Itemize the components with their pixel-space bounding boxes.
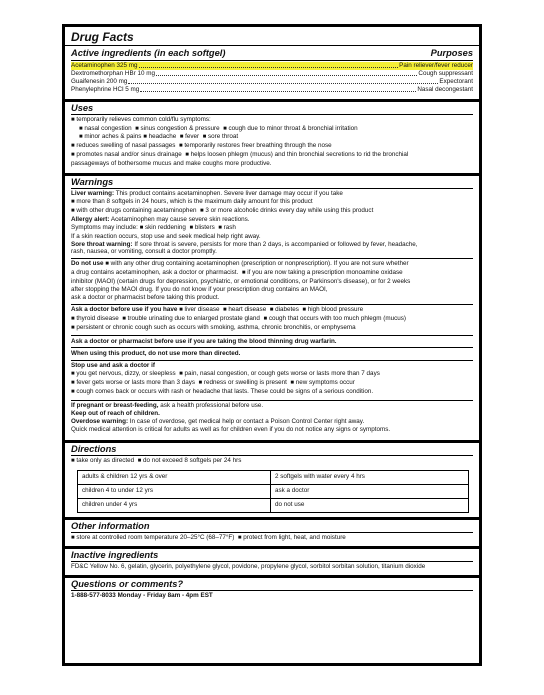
bullet-icon: ■ <box>71 198 75 205</box>
section-divider <box>65 517 479 520</box>
divider <box>71 347 473 348</box>
uses-text: reduces swelling of nasal passages <box>76 142 176 150</box>
section-divider <box>65 99 479 102</box>
uses-line <box>71 142 473 151</box>
table-cell: children under 4 yrs <box>78 498 271 512</box>
uses-text: temporarily relieves common cold/flu symptoms: <box>76 115 211 123</box>
table-row <box>78 484 469 498</box>
bullet-icon: ■ <box>223 306 227 313</box>
active-name: Dextromethorphan HBr 10 mg <box>71 69 155 77</box>
uses-line <box>71 151 473 160</box>
divider <box>71 455 473 456</box>
uses-text: cough due to minor throat & bronchial irritation <box>228 124 358 132</box>
uses-line: passageways of bothersome mucus and make coughs more productive. <box>71 160 272 168</box>
bullet-icon: ■ <box>135 125 139 132</box>
section-divider <box>65 546 479 549</box>
condition: high blood pressure <box>307 305 364 313</box>
drug-facts-panel <box>62 24 482 666</box>
stop-text: pain, nasal congestion, or cough gets worse or lasts more than 7 days <box>184 370 380 378</box>
stop-use <box>71 370 473 379</box>
do-not-use-text: ask a doctor or pharmacist before taking this product. <box>71 293 220 301</box>
sore-throat-warning <box>71 241 473 249</box>
bullet-icon: ■ <box>179 134 184 141</box>
pregnancy-label: If pregnant or breast-feeding, <box>71 402 159 409</box>
divider <box>71 561 473 562</box>
active-row <box>71 62 473 70</box>
do-not-use-text: a drug contains acetaminophen, ask a doctor or pharmacist. <box>71 269 239 277</box>
bullet-icon: ■ <box>71 457 75 464</box>
active-purpose: Nasal decongestant <box>417 85 473 93</box>
condition: persistent or chronic cough such as occurs with smoking, asthma, chronic bronchitis, or emphysema <box>76 323 356 331</box>
section-divider <box>65 440 479 443</box>
bullet-icon: ■ <box>198 380 203 387</box>
uses-line <box>71 116 473 125</box>
bullet-icon: ■ <box>137 457 142 464</box>
other-information <box>71 534 473 543</box>
condition: heart disease <box>228 305 267 313</box>
other-text: store at controlled room temperature 20–25°C (68–77°F) <box>76 533 235 541</box>
do-not-use-text: after stopping the MAOI drug. If you do not know if your prescription drug contains an MAOI, <box>71 286 328 294</box>
leader-dots <box>140 91 416 92</box>
divider <box>71 60 473 61</box>
inactive-ingredients-heading: Inactive ingredients <box>71 550 159 561</box>
warning-text: 3 or more alcoholic drinks every day while using this product <box>205 206 374 214</box>
ask-doctor <box>71 315 473 324</box>
active-purpose: Expectorant <box>439 77 473 85</box>
divider <box>71 335 473 336</box>
divider <box>71 114 473 115</box>
uses-text: helps loosen phlegm (mucus) and thin bronchial secretions to rid the bronchial <box>190 151 409 159</box>
uses-text: minor aches & pains <box>84 133 142 141</box>
bullet-icon: ■ <box>263 315 268 322</box>
bullet-icon: ■ <box>71 152 75 159</box>
other-text: protect from light, heat, and moisture <box>243 533 346 541</box>
ask-doctor <box>71 324 473 333</box>
drug-facts-title: Drug Facts <box>71 30 134 44</box>
symptom: rash <box>223 223 236 231</box>
do-not-use <box>71 260 473 269</box>
bullet-icon: ■ <box>71 371 75 378</box>
bullet-icon: ■ <box>71 389 75 396</box>
divider <box>71 258 473 259</box>
bullet-icon: ■ <box>290 380 294 387</box>
stop-text: new symptoms occur <box>295 379 355 387</box>
uses-text: sinus congestion & pressure <box>140 124 220 132</box>
allergy-text: Acetaminophen may cause severe skin reactions. <box>110 215 250 223</box>
uses-text: promotes nasal and/or sinus drainage <box>76 151 182 159</box>
uses-line <box>71 133 473 142</box>
directions-bullets <box>71 457 473 466</box>
bullet-icon: ■ <box>185 152 189 159</box>
directions-text: do not exceed 8 softgels per 24 hrs <box>143 456 242 464</box>
dosage-table <box>77 470 469 513</box>
divider <box>65 45 479 46</box>
uses-text: headache <box>148 133 177 141</box>
bullet-icon: ■ <box>179 306 183 313</box>
uses-text: sore throat <box>207 133 239 141</box>
do-not-use <box>71 269 473 278</box>
condition: diabetes <box>275 305 299 313</box>
stop-use <box>71 362 473 370</box>
questions-heading: Questions or comments? <box>71 579 184 590</box>
stop-text: you get nervous, dizzy, or sleepless <box>76 370 176 378</box>
bullet-icon: ■ <box>179 371 183 378</box>
quick-attention: Quick medical attention is critical for adults as well as for children even if you do not notice any signs or symptoms. <box>71 425 391 433</box>
stop-use-label: Stop use and ask a doctor if <box>71 362 155 370</box>
condition: cough that occurs with too much phlegm (mucus) <box>268 314 407 322</box>
warning-bullet <box>71 207 473 216</box>
section-divider <box>65 575 479 578</box>
stop-text: cough comes back or occurs with rash or headache that lasts. These could be signs of a serious condition. <box>76 388 374 396</box>
stop-text: redness or swelling is present <box>203 379 287 387</box>
bullet-icon: ■ <box>199 207 204 214</box>
purposes-heading: Purposes <box>430 48 473 58</box>
active-row <box>71 86 473 94</box>
divider <box>71 188 473 189</box>
bullet-icon: ■ <box>218 224 222 231</box>
bullet-icon: ■ <box>71 116 75 123</box>
bullet-icon: ■ <box>79 125 83 132</box>
uses-heading: Uses <box>71 102 94 113</box>
condition: thyroid disease <box>76 314 119 322</box>
uses-line <box>71 125 473 134</box>
condition: trouble urinating due to enlarged prostate gland <box>127 314 260 322</box>
bullet-icon: ■ <box>189 224 194 231</box>
symptom: skin reddening <box>144 223 186 231</box>
skin-reaction-text: If a skin reaction occurs, stop use and seek medical help right away. <box>71 232 261 240</box>
leader-dots <box>128 83 438 84</box>
table-row <box>78 498 469 512</box>
warnings-heading: Warnings <box>71 177 114 188</box>
divider <box>71 360 473 361</box>
keep-out-text: Keep out of reach of children. <box>71 409 160 417</box>
sore-throat-text: rash, nausea, or vomiting, consult a doctor promptly. <box>71 248 217 256</box>
table-row <box>78 470 469 484</box>
bullet-icon: ■ <box>241 270 246 277</box>
do-not-use-label: Do not use <box>71 260 104 268</box>
bullet-icon: ■ <box>223 125 227 132</box>
divider <box>71 304 473 305</box>
do-not-use-text: with any other drug containing acetaminophen (prescription or nonprescription). If you are not sure whether <box>110 260 409 268</box>
ask-doctor <box>71 306 473 315</box>
warning-text: with other drugs containing acetaminophen <box>76 206 197 214</box>
do-not-use-text: inhibitor (MAOI) (certain drugs for depression, psychiatric, or emotional conditions, or Parkinson's disease), or for 2 weeks <box>71 278 411 286</box>
symptom: blisters <box>194 223 215 231</box>
section-divider <box>65 173 479 176</box>
stop-use <box>71 379 473 388</box>
allergy-alert <box>71 216 473 224</box>
bullet-icon: ■ <box>122 315 126 322</box>
directions-text: take only as directed <box>76 456 135 464</box>
inactive-ingredients-text: FD&C Yellow No. 6, gelatin, glycerin, polyethylene glycol, povidone, propylene glycol, sorbitol sorbitan solution, titanium dioxide <box>71 563 426 571</box>
bullet-icon: ■ <box>105 261 109 268</box>
bullet-icon: ■ <box>178 143 183 150</box>
active-header-row <box>71 47 473 59</box>
uses-text: fever <box>185 133 200 141</box>
directions-heading: Directions <box>71 443 117 454</box>
warning-text: more than 8 softgels in 24 hours, which is the maximum daily amount for this product <box>76 197 313 205</box>
stop-text: fever gets worse or lasts more than 3 days <box>76 379 196 387</box>
bullet-icon: ■ <box>237 534 242 541</box>
table-cell: children 4 to under 12 yrs <box>78 484 271 498</box>
active-ingredients-heading: Active ingredients (in each softgel) <box>71 48 226 58</box>
divider <box>71 532 473 533</box>
ask-doctor-label: Ask a doctor before use if you have <box>71 305 178 313</box>
active-name: Acetaminophen 325 mg <box>71 62 138 69</box>
uses-text: temporarily restores freer breathing through the nose <box>184 142 332 150</box>
sore-throat-text: If sore throat is severe, persists for more than 2 days, is accompanied or followed by fever, headache, <box>134 240 418 248</box>
bullet-icon: ■ <box>139 224 144 231</box>
condition: liver disease <box>184 305 220 313</box>
active-purpose: Pain reliever/fever reducer <box>399 62 473 69</box>
active-row <box>71 78 473 86</box>
sore-throat-label: Sore throat warning: <box>71 240 133 248</box>
liver-warning-label: Liver warning: <box>71 190 115 198</box>
allergy-label: Allergy alert: <box>71 215 110 223</box>
liver-warning-text: This product contains acetaminophen. Severe liver damage may occur if you take <box>115 190 343 198</box>
questions-phone <box>71 592 473 600</box>
warfarin-warning <box>71 338 473 346</box>
other-information-heading: Other information <box>71 520 150 531</box>
bullet-icon: ■ <box>202 134 207 141</box>
stop-use <box>71 388 473 397</box>
active-purpose: Cough suppressant <box>418 69 473 77</box>
bullet-icon: ■ <box>71 315 75 322</box>
table-cell: do not use <box>271 498 469 512</box>
active-name: Phenylephrine HCl 5 mg <box>71 85 140 93</box>
symptoms-line <box>71 224 473 233</box>
leader-dots <box>156 75 417 76</box>
pregnancy-text: ask a health professional before use. <box>160 402 264 409</box>
when-using-text: When using this product, do not use more than directed. <box>71 350 241 358</box>
warning-bullet <box>71 198 473 207</box>
bullet-icon: ■ <box>71 143 75 150</box>
active-row <box>71 70 473 78</box>
phone-text: 1-888-577-8033 Monday - Friday 8am - 4pm EST <box>71 592 213 600</box>
bullet-icon: ■ <box>269 306 274 313</box>
overdose-warning <box>71 418 473 426</box>
symptoms-intro: Symptoms may include: <box>71 223 138 231</box>
bullet-icon: ■ <box>71 207 75 214</box>
table-cell: ask a doctor <box>271 484 469 498</box>
active-name: Guaifenesin 200 mg <box>71 77 128 85</box>
leader-dots <box>139 67 399 68</box>
pregnancy-warning <box>71 402 473 410</box>
when-using <box>71 350 473 358</box>
bullet-icon: ■ <box>71 324 75 331</box>
liver-warning <box>71 190 473 198</box>
bullet-icon: ■ <box>71 534 75 541</box>
bullet-icon: ■ <box>71 380 75 387</box>
bullet-icon: ■ <box>302 306 307 313</box>
keep-out <box>71 410 473 418</box>
table-cell: adults & children 12 yrs & over <box>78 470 271 484</box>
bullet-icon: ■ <box>79 134 83 141</box>
bullet-icon: ■ <box>143 134 147 141</box>
warfarin-text: Ask a doctor or pharmacist before use if you are taking the blood thinning drug warfarin. <box>71 337 337 345</box>
divider <box>71 400 473 401</box>
divider <box>71 590 473 591</box>
overdose-label: Overdose warning: <box>71 417 129 425</box>
overdose-text: In case of overdose, get medical help or contact a Poison Control Center right away. <box>129 417 365 425</box>
table-cell: 2 softgels with water every 4 hrs <box>271 470 469 484</box>
uses-text: nasal congestion <box>84 124 132 132</box>
do-not-use-text: if you are now taking a prescription monoamine oxidase <box>247 269 403 277</box>
